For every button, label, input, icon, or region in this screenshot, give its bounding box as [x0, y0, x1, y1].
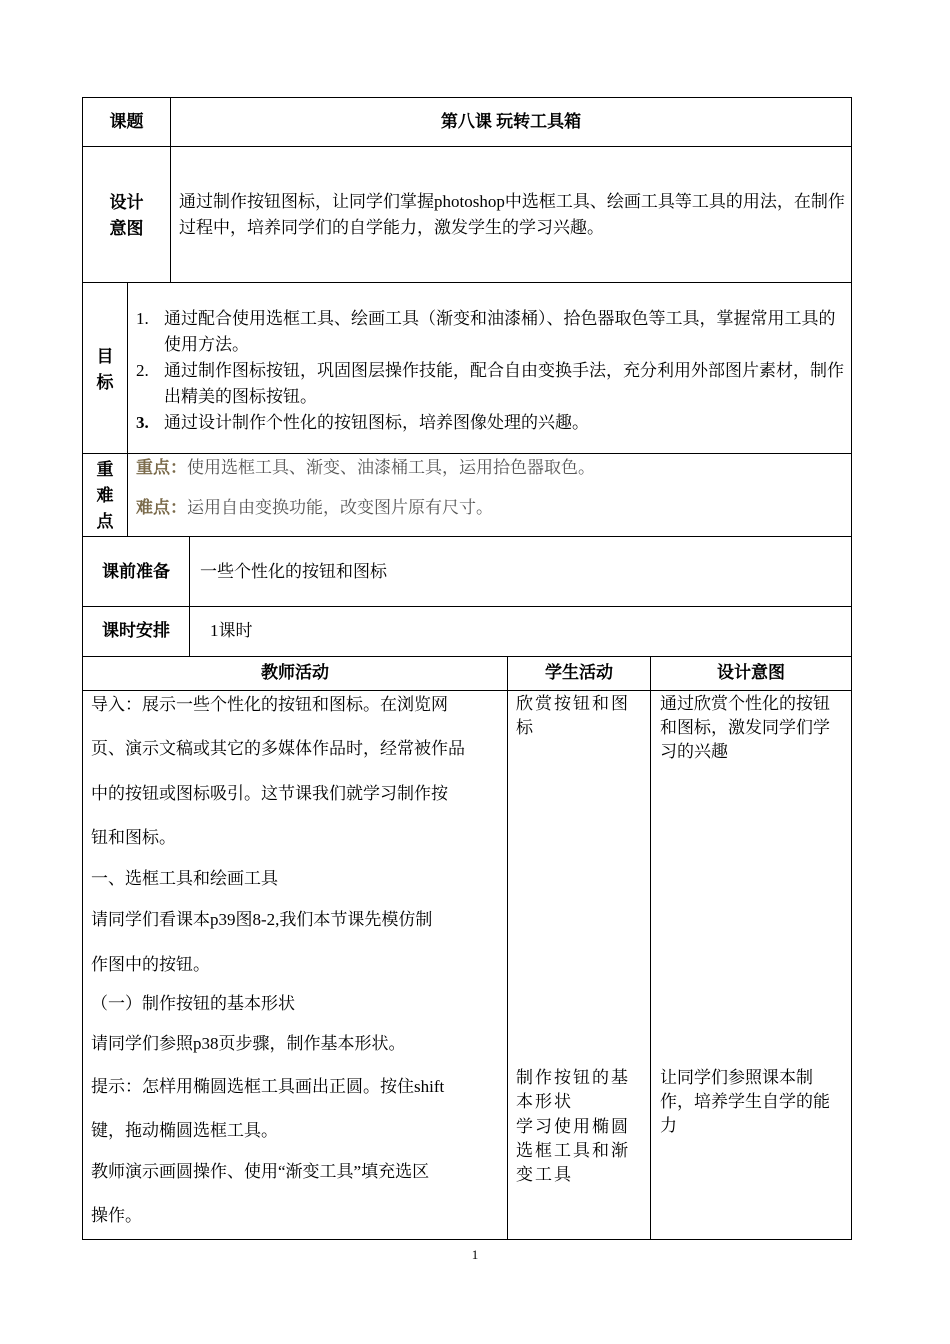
row-divider: [82, 536, 852, 537]
col-divider: [127, 282, 128, 537]
table-border-top: [82, 97, 852, 98]
row-divider: [82, 606, 852, 607]
preparation-label: 课前准备: [102, 562, 170, 581]
teacher-activity-line: 作图中的按钮。: [91, 955, 210, 974]
key-point-text: 使用选框工具、渐变、油漆桶工具，运用拾色器取色。: [187, 458, 595, 477]
teacher-activity-line: 操作。: [91, 1206, 142, 1225]
objective-number: 2.: [136, 361, 149, 380]
row-divider: [82, 453, 852, 454]
teacher-activity-line: （一）制作按钮的基本形状: [91, 994, 295, 1013]
header-student-activity: 学生活动: [545, 663, 613, 682]
teacher-activity-line: 提示：怎样用椭圆选框工具画出正圆。按住shift: [91, 1077, 445, 1096]
col-divider: [189, 536, 190, 657]
objectives-label-line1: 目: [96, 347, 114, 366]
row-divider: [82, 690, 852, 691]
table-border-right: [851, 97, 852, 1240]
teacher-activity-line: 请同学们参照p38页步骤，制作基本形状。: [91, 1034, 406, 1053]
objectives-label-line2: 标: [96, 373, 114, 392]
design-intent-label: [83, 190, 170, 242]
key-points-label-3: 点: [96, 512, 114, 531]
table-border-bottom: [82, 1239, 852, 1240]
design-intent-text: 通过制作按钮图标，让同学们掌握photoshop中选框工具、绘画工具等工具的用法，在制作过程中，培养同学们的自学能力，激发学生的学习兴趣。: [179, 192, 845, 237]
design-intent-1: 通过欣赏个性化的按钮和图标，激发同学们学习的兴趣: [660, 694, 830, 761]
key-points-label-1: 重: [96, 460, 114, 479]
schedule-label: 课时安排: [102, 621, 170, 640]
row-divider: [82, 282, 852, 283]
objective-text: 通过配合使用选框工具、绘画工具（渐变和油漆桶）、拾色器取色等工具，掌握常用工具的使用方法。: [164, 309, 836, 354]
header-design-intent: 设计意图: [717, 663, 785, 682]
header-teacher-activity: 教师活动: [261, 663, 329, 682]
col-divider: [507, 656, 508, 1240]
row-divider: [82, 146, 852, 147]
row-divider: [82, 656, 852, 657]
teacher-activity-line: 中的按钮或图标吸引。这节课我们就学习制作按: [91, 784, 448, 803]
objective-item: [136, 306, 846, 358]
teacher-activity-line: 页、演示文稿或其它的多媒体作品时，经常被作品: [91, 739, 465, 758]
col-divider: [650, 656, 651, 1240]
key-point-line: [136, 455, 846, 481]
student-activity-2: 制作按钮的基本形状: [516, 1068, 630, 1111]
design-intent-2: 让同学们参照课本制作，培养学生自学的能力: [660, 1068, 830, 1135]
objective-item: [136, 358, 846, 410]
student-activity-1: 欣赏按钮和图标: [516, 694, 630, 737]
teacher-activity-line: 一、选框工具和绘画工具: [91, 869, 278, 888]
objective-number: 3.: [136, 413, 149, 432]
difficult-point-label: 难点：: [136, 498, 187, 517]
teacher-activity-line: 教师演示画圆操作、使用“渐变工具”填充选区: [91, 1162, 430, 1181]
design-intent-label-line1: 设计: [109, 193, 144, 212]
objective-text: 通过设计制作个性化的按钮图标，培养图像处理的兴趣。: [164, 413, 589, 432]
key-points-label-2: 难: [96, 486, 114, 505]
topic-title: 第八课 玩转工具箱: [440, 112, 582, 131]
teacher-activity-line: 钮和图标。: [91, 828, 176, 847]
teacher-activity-line: 键，拖动椭圆选框工具。: [91, 1121, 278, 1140]
objective-number: 1.: [136, 309, 149, 328]
key-point-label: 重点：: [136, 458, 187, 477]
objectives-list: [136, 306, 846, 436]
difficult-point-line: [136, 495, 846, 521]
objectives-label: [83, 344, 127, 396]
difficult-point-text: 运用自由变换功能，改变图片原有尺寸。: [187, 498, 493, 517]
page-number: 1: [471, 1247, 479, 1262]
student-activity-3: 学习使用椭圆选框工具和渐变工具: [516, 1117, 630, 1184]
design-intent-label-line2: 意图: [109, 219, 144, 238]
objective-item: [136, 410, 846, 436]
objective-text: 通过制作图标按钮，巩固图层操作技能，配合自由变换手法，充分利用外部图片素材，制作出精美的图标按钮。: [164, 361, 844, 406]
schedule-value: 1课时: [210, 621, 253, 640]
teacher-activity-line: 导入：展示一些个性化的按钮和图标。在浏览网: [91, 695, 448, 714]
teacher-activity-line: 请同学们看课本p39图8-2,我们本节课先模仿制: [91, 910, 433, 929]
preparation-value: 一些个性化的按钮和图标: [200, 562, 387, 581]
key-points-label: [83, 457, 127, 535]
topic-label: 课题: [109, 112, 144, 131]
